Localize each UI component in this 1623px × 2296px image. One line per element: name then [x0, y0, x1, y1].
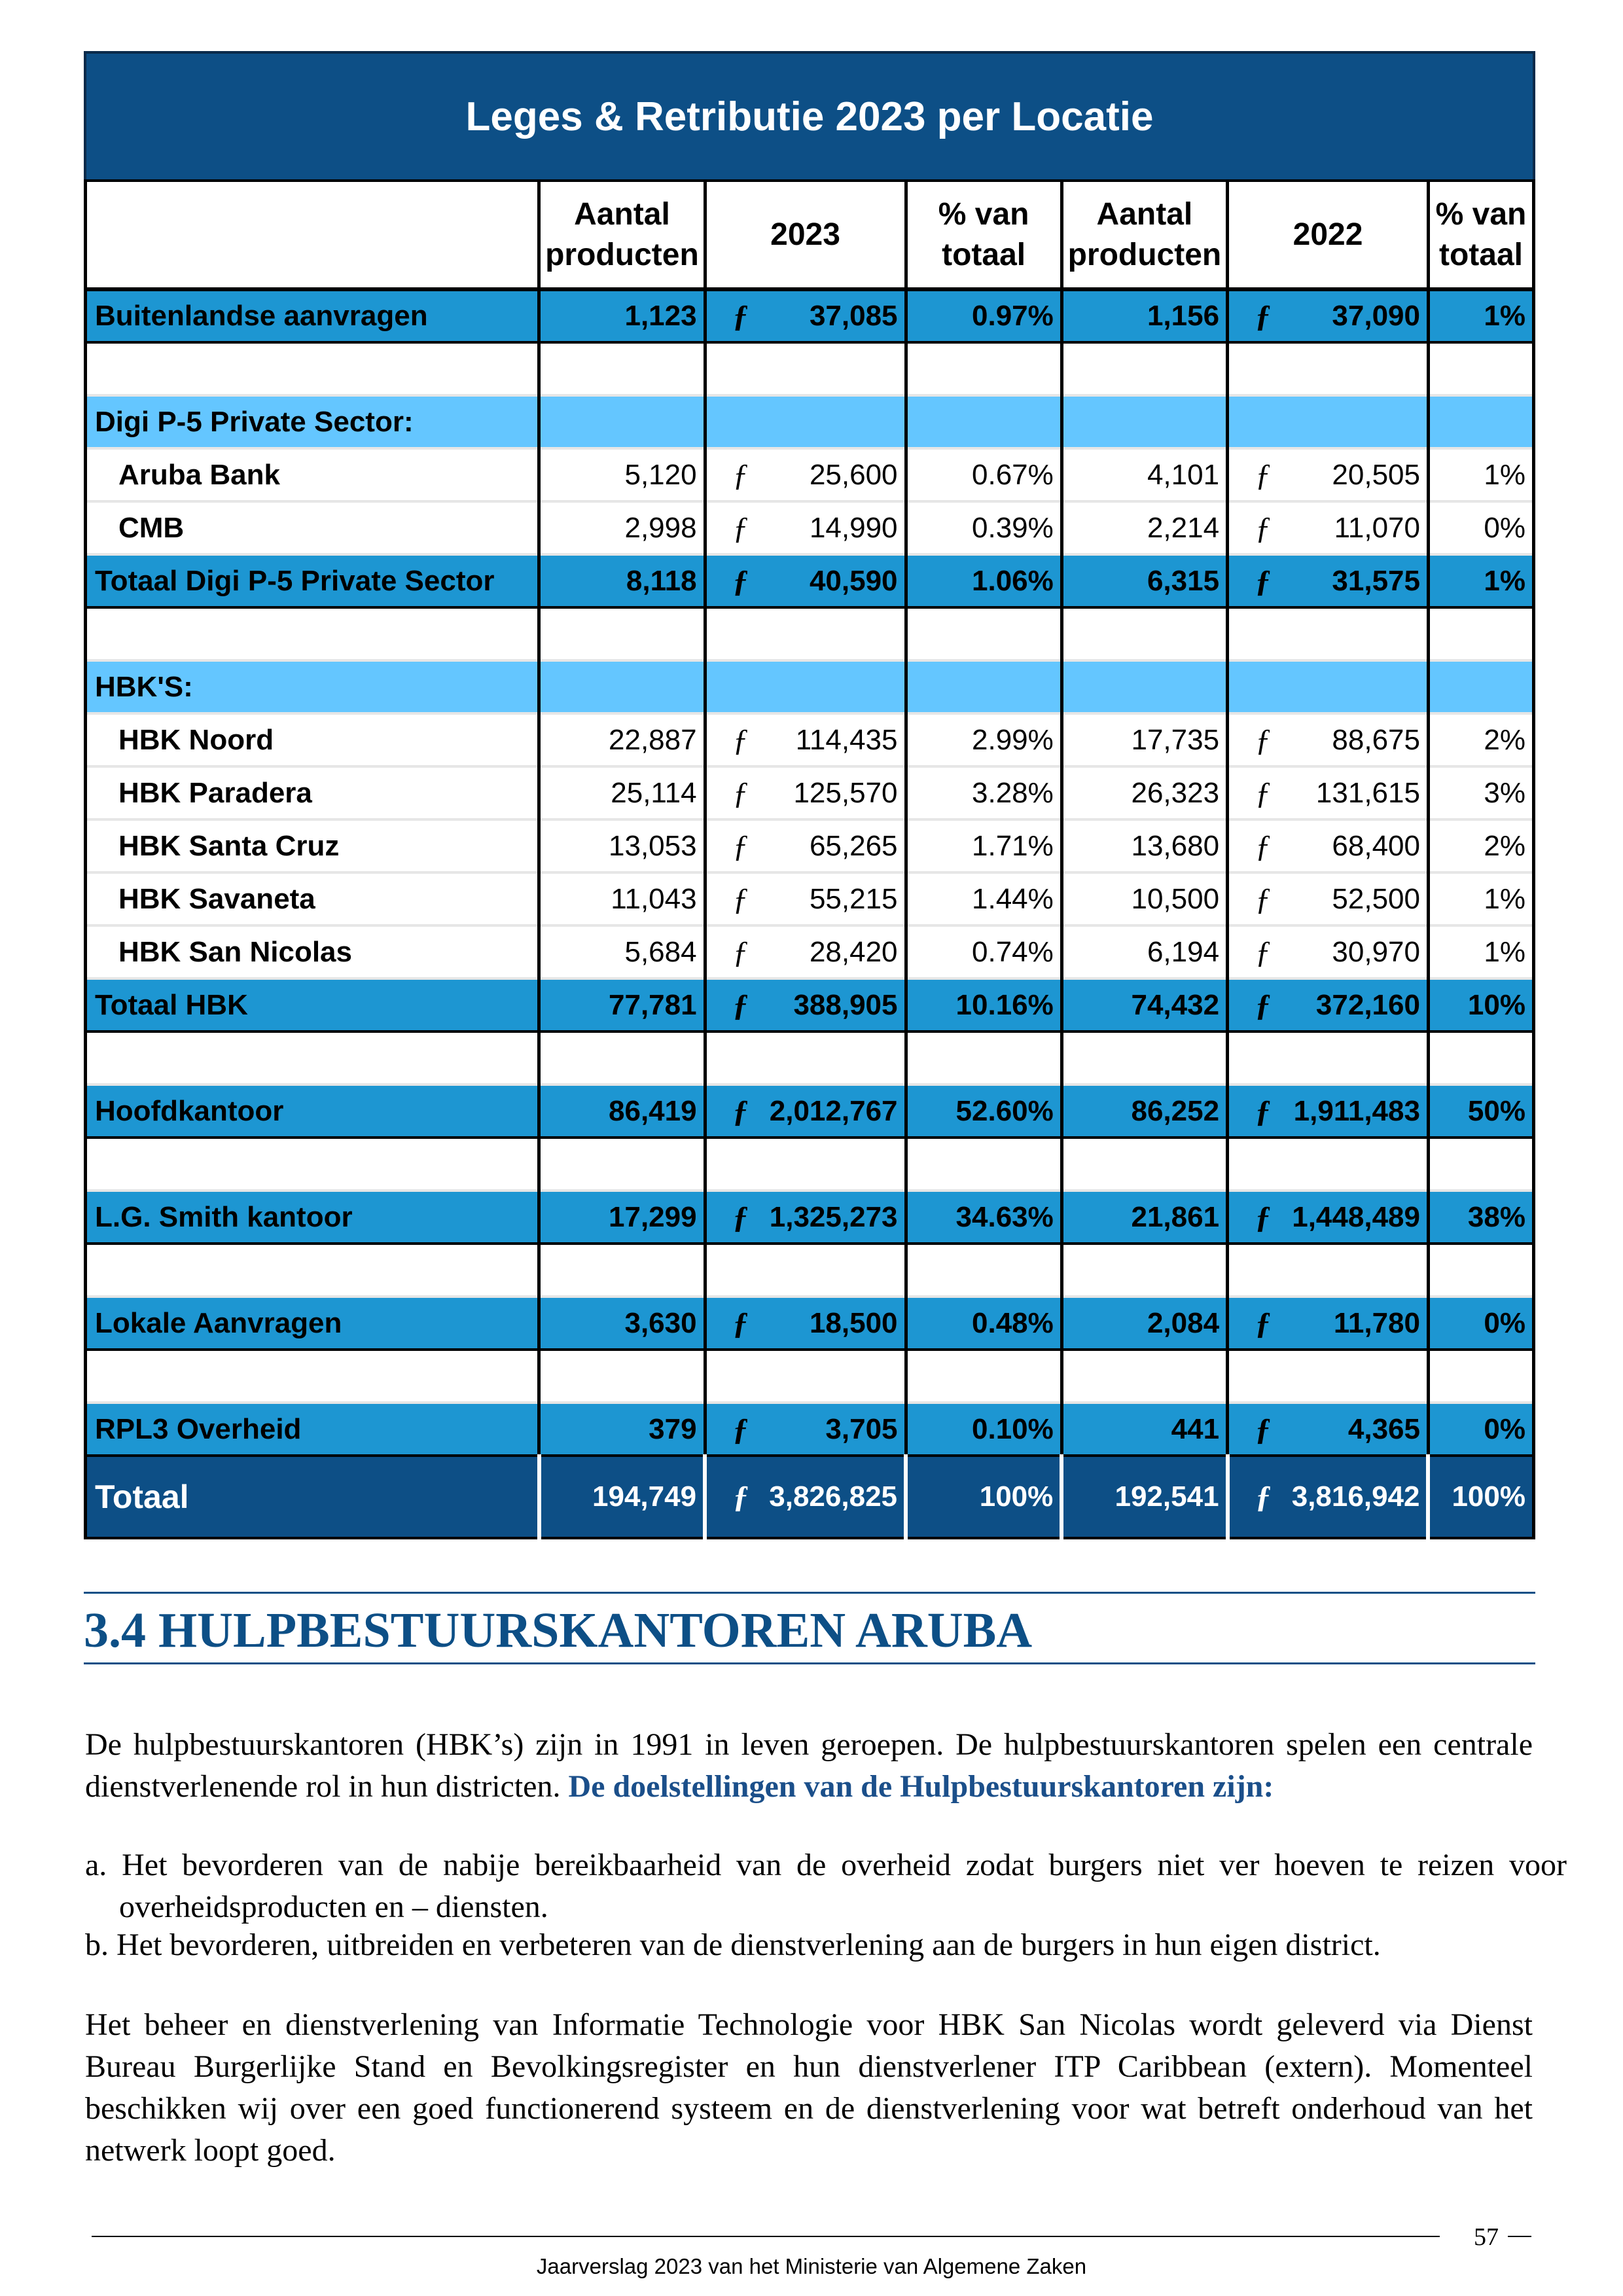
- row-pct-2022: 38%: [1428, 1191, 1533, 1244]
- row-value-2022: [1228, 978, 1429, 1031]
- row-label: Totaal Digi P-5 Private Sector: [86, 554, 539, 607]
- currency-symbol: ƒ: [733, 1479, 749, 1515]
- row-aantal-2022: [1061, 1031, 1227, 1085]
- list-marker-a: a.: [85, 1848, 107, 1882]
- row-value-2022: [1228, 289, 1429, 342]
- currency-value: 3,826,825: [769, 1480, 898, 1513]
- currency-symbol: ƒ: [1255, 511, 1272, 545]
- currency-value: 18,500: [809, 1306, 898, 1339]
- currency-value: 372,160: [1315, 988, 1420, 1021]
- currency-symbol: ƒ: [1255, 298, 1272, 334]
- header-pct-2022: % van totaal: [1428, 181, 1533, 289]
- row-value-2022: [1228, 660, 1429, 713]
- row-value-2022: [1228, 554, 1429, 607]
- currency-value: 114,435: [795, 723, 898, 756]
- row-pct-2022: 1%: [1428, 448, 1533, 501]
- row-label: [86, 342, 539, 395]
- row-aantal-2023: 8,118: [539, 554, 705, 607]
- row-aantal-2022: 192,541: [1061, 1456, 1227, 1538]
- currency-symbol: ƒ: [732, 1200, 749, 1234]
- leges-table-container: [84, 51, 1535, 1539]
- row-label: HBK'S:: [86, 660, 539, 713]
- row-label: Aruba Bank: [86, 448, 539, 501]
- row-value-2023: [705, 925, 906, 978]
- currency-symbol: ƒ: [732, 1094, 749, 1128]
- row-pct-2022: 2%: [1428, 713, 1533, 766]
- row-label: Totaal HBK: [86, 978, 539, 1031]
- row-pct-2022: [1428, 1138, 1533, 1191]
- row-pct-2023: [906, 1244, 1061, 1297]
- row-aantal-2023: [539, 1138, 705, 1191]
- row-value-2023: [705, 1403, 906, 1456]
- currency-value: 37,090: [1332, 300, 1420, 332]
- row-pct-2022: 50%: [1428, 1085, 1533, 1138]
- row-value-2023: [705, 289, 906, 342]
- row-pct-2023: [906, 1350, 1061, 1403]
- header-2023: 2023: [705, 181, 906, 289]
- row-pct-2022: [1428, 395, 1533, 448]
- table-row: [86, 766, 1534, 819]
- currency-value: 11,070: [1334, 511, 1420, 544]
- row-value-2023: [705, 872, 906, 925]
- heading-rule-bottom: [84, 1662, 1535, 1664]
- row-aantal-2023: 77,781: [539, 978, 705, 1031]
- row-aantal-2023: 11,043: [539, 872, 705, 925]
- row-aantal-2023: [539, 1031, 705, 1085]
- list-text-a: Het bevorderen van de nabije bereikbaarheid van de overheid zodat burgers niet ver hoeven te reizen voor overheidsproducten en – diensten.: [119, 1848, 1567, 1924]
- currency-symbol: ƒ: [1255, 829, 1272, 863]
- row-aantal-2022: [1061, 1138, 1227, 1191]
- row-value-2023: [705, 554, 906, 607]
- row-value-2023: [705, 819, 906, 872]
- row-label: HBK Paradera: [86, 766, 539, 819]
- row-pct-2022: 1%: [1428, 925, 1533, 978]
- row-pct-2022: 10%: [1428, 978, 1533, 1031]
- row-label: HBK Santa Cruz: [86, 819, 539, 872]
- row-value-2023: [705, 607, 906, 660]
- row-aantal-2022: 26,323: [1061, 766, 1227, 819]
- currency-symbol: ƒ: [732, 776, 749, 810]
- table-row: [86, 289, 1534, 342]
- row-value-2022: [1228, 1085, 1429, 1138]
- row-aantal-2023: 13,053: [539, 819, 705, 872]
- currency-value: 3,816,942: [1291, 1480, 1420, 1513]
- spacer-row: [86, 1138, 1534, 1191]
- currency-value: 28,420: [809, 935, 898, 968]
- row-label: [86, 1138, 539, 1191]
- footer-rule-left: [92, 2236, 1440, 2237]
- row-value-2023: [705, 713, 906, 766]
- currency-symbol: ƒ: [732, 882, 749, 916]
- currency-symbol: ƒ: [732, 988, 749, 1022]
- row-pct-2023: 3.28%: [906, 766, 1061, 819]
- row-value-2022: [1228, 395, 1429, 448]
- row-value-2022: [1228, 448, 1429, 501]
- row-pct-2022: 1%: [1428, 872, 1533, 925]
- row-aantal-2023: 5,120: [539, 448, 705, 501]
- currency-symbol: ƒ: [1255, 935, 1272, 969]
- currency-symbol: ƒ: [1255, 988, 1272, 1022]
- footer-rule-right: [1508, 2236, 1531, 2237]
- row-value-2023: [705, 1350, 906, 1403]
- table-row: [86, 448, 1534, 501]
- row-value-2022: [1228, 1403, 1429, 1456]
- row-value-2022: [1228, 713, 1429, 766]
- list-item-b: [85, 1924, 1567, 1966]
- row-label: Hoofdkantoor: [86, 1085, 539, 1138]
- row-pct-2023: 100%: [906, 1456, 1061, 1538]
- row-pct-2022: 3%: [1428, 766, 1533, 819]
- currency-value: 125,570: [793, 776, 898, 809]
- row-pct-2023: 0.39%: [906, 501, 1061, 554]
- row-aantal-2023: [539, 607, 705, 660]
- row-pct-2022: [1428, 342, 1533, 395]
- row-pct-2023: [906, 607, 1061, 660]
- row-label: [86, 1031, 539, 1085]
- row-aantal-2022: [1061, 1244, 1227, 1297]
- table-row: [86, 501, 1534, 554]
- row-value-2022: [1228, 1456, 1429, 1538]
- row-label: Lokale Aanvragen: [86, 1297, 539, 1350]
- currency-symbol: ƒ: [1255, 1200, 1272, 1234]
- currency-symbol: ƒ: [1255, 1412, 1272, 1446]
- currency-symbol: ƒ: [732, 723, 749, 757]
- row-pct-2023: 0.48%: [906, 1297, 1061, 1350]
- page-number: 57: [1474, 2223, 1499, 2251]
- currency-value: 37,085: [809, 300, 898, 332]
- row-pct-2022: [1428, 1350, 1533, 1403]
- table-row: [86, 660, 1534, 713]
- row-pct-2023: [906, 1031, 1061, 1085]
- spacer-row: [86, 1244, 1534, 1297]
- table-row: [86, 978, 1534, 1031]
- row-label: Buitenlandse aanvragen: [86, 289, 539, 342]
- row-aantal-2023: [539, 1350, 705, 1403]
- row-pct-2023: 1.06%: [906, 554, 1061, 607]
- row-value-2022: [1228, 819, 1429, 872]
- row-pct-2023: 0.74%: [906, 925, 1061, 978]
- row-pct-2022: [1428, 1031, 1533, 1085]
- row-pct-2022: [1428, 607, 1533, 660]
- row-pct-2022: 1%: [1428, 554, 1533, 607]
- currency-value: 4,365: [1347, 1412, 1420, 1445]
- row-aantal-2022: 13,680: [1061, 819, 1227, 872]
- currency-value: 11,780: [1333, 1306, 1420, 1339]
- row-value-2023: [705, 1191, 906, 1244]
- row-aantal-2023: 3,630: [539, 1297, 705, 1350]
- row-aantal-2022: 86,252: [1061, 1085, 1227, 1138]
- spacer-row: [86, 607, 1534, 660]
- currency-value: 20,505: [1332, 458, 1420, 491]
- row-pct-2022: 0%: [1428, 1297, 1533, 1350]
- currency-symbol: ƒ: [1255, 723, 1272, 757]
- currency-value: 65,265: [809, 829, 898, 862]
- row-aantal-2023: 1,123: [539, 289, 705, 342]
- row-label: [86, 1350, 539, 1403]
- row-pct-2023: 0.67%: [906, 448, 1061, 501]
- header-aantal-2023: Aantal producten: [539, 181, 705, 289]
- row-aantal-2023: 194,749: [539, 1456, 705, 1538]
- row-aantal-2022: 6,194: [1061, 925, 1227, 978]
- row-value-2023: [705, 448, 906, 501]
- row-pct-2023: [906, 660, 1061, 713]
- row-value-2023: [705, 1297, 906, 1350]
- section-heading: 3.4 HULPBESTUURSKANTOREN ARUBA: [84, 1603, 1033, 1658]
- paragraph-it: Het beheer en dienstverlening van Informatie Technologie voor HBK San Nicolas wordt geleverd via Dienst Bureau Burgerlijke Stand en Bevolkingsregister en hun dienstverlener ITP Caribbean (extern). Momenteel beschikken wij over een goed functionerend systeem en de dienstverlening voor wat betreft onderhoud van het netwerk loopt goed.: [85, 2007, 1533, 2168]
- row-value-2023: [705, 395, 906, 448]
- row-aantal-2022: 4,101: [1061, 448, 1227, 501]
- row-label: Totaal: [86, 1456, 539, 1538]
- row-value-2023: [705, 1244, 906, 1297]
- row-pct-2022: 0%: [1428, 501, 1533, 554]
- table-row: [86, 1403, 1534, 1456]
- row-pct-2022: [1428, 1244, 1533, 1297]
- currency-symbol: ƒ: [1255, 1094, 1272, 1128]
- row-aantal-2022: 2,084: [1061, 1297, 1227, 1350]
- currency-value: 55,215: [809, 882, 898, 915]
- row-aantal-2022: 2,214: [1061, 501, 1227, 554]
- currency-value: 25,600: [809, 458, 898, 491]
- row-label: HBK Noord: [86, 713, 539, 766]
- table-row: [86, 1191, 1534, 1244]
- currency-value: 3,705: [825, 1412, 898, 1445]
- row-aantal-2023: [539, 395, 705, 448]
- row-pct-2022: 2%: [1428, 819, 1533, 872]
- spacer-row: [86, 1350, 1534, 1403]
- table-row: [86, 1297, 1534, 1350]
- row-pct-2023: 1.71%: [906, 819, 1061, 872]
- currency-value: 131,615: [1315, 776, 1420, 809]
- row-aantal-2023: 17,299: [539, 1191, 705, 1244]
- table-row: [86, 925, 1534, 978]
- row-aantal-2023: 22,887: [539, 713, 705, 766]
- row-value-2023: [705, 766, 906, 819]
- row-pct-2022: 1%: [1428, 289, 1533, 342]
- row-pct-2023: 1.44%: [906, 872, 1061, 925]
- row-aantal-2022: [1061, 342, 1227, 395]
- row-label: L.G. Smith kantoor: [86, 1191, 539, 1244]
- table-row: [86, 872, 1534, 925]
- total-row: [86, 1456, 1534, 1538]
- header-aantal-2022: Aantal producten: [1061, 181, 1227, 289]
- row-value-2023: [705, 978, 906, 1031]
- row-value-2023: [705, 1456, 906, 1538]
- row-aantal-2023: 86,419: [539, 1085, 705, 1138]
- row-pct-2023: 0.97%: [906, 289, 1061, 342]
- row-value-2022: [1228, 872, 1429, 925]
- currency-symbol: ƒ: [732, 1412, 749, 1446]
- row-aantal-2023: [539, 1244, 705, 1297]
- intro-text: De hulpbestuurskantoren (HBK’s) zijn in 1991 in leven geroepen. De hulpbestuurskantoren spelen een centrale dienstverlenende rol in hun districten.: [85, 1727, 1533, 1804]
- row-pct-2023: 0.10%: [906, 1403, 1061, 1456]
- row-pct-2023: 2.99%: [906, 713, 1061, 766]
- currency-value: 388,905: [793, 988, 898, 1021]
- row-label: Digi P-5 Private Sector:: [86, 395, 539, 448]
- table-row: [86, 395, 1534, 448]
- row-value-2022: [1228, 1031, 1429, 1085]
- row-pct-2023: [906, 342, 1061, 395]
- table-body: [86, 289, 1534, 1538]
- row-aantal-2022: [1061, 1350, 1227, 1403]
- row-pct-2022: 0%: [1428, 1403, 1533, 1456]
- row-aantal-2023: 5,684: [539, 925, 705, 978]
- row-aantal-2022: [1061, 395, 1227, 448]
- row-label: [86, 1244, 539, 1297]
- row-aantal-2023: [539, 660, 705, 713]
- row-pct-2023: 52.60%: [906, 1085, 1061, 1138]
- list-item-a: [85, 1844, 1567, 1928]
- header-pct-2023: % van totaal: [906, 181, 1061, 289]
- row-value-2022: [1228, 342, 1429, 395]
- leges-table: [84, 179, 1535, 1539]
- currency-value: 52,500: [1332, 882, 1420, 915]
- list-marker-b: b.: [85, 1928, 109, 1962]
- row-pct-2022: [1428, 660, 1533, 713]
- intro-paragraph: [85, 1724, 1533, 1808]
- table-row: [86, 554, 1534, 607]
- row-label: HBK Savaneta: [86, 872, 539, 925]
- currency-symbol: ƒ: [1255, 564, 1272, 598]
- currency-symbol: ƒ: [732, 511, 749, 545]
- row-value-2023: [705, 501, 906, 554]
- row-value-2022: [1228, 925, 1429, 978]
- currency-value: 68,400: [1332, 829, 1420, 862]
- currency-value: 2,012,767: [769, 1094, 898, 1127]
- row-aantal-2023: 25,114: [539, 766, 705, 819]
- currency-value: 1,448,489: [1292, 1200, 1420, 1233]
- row-value-2022: [1228, 501, 1429, 554]
- row-aantal-2022: 10,500: [1061, 872, 1227, 925]
- currency-value: 1,911,483: [1293, 1094, 1420, 1127]
- header-label: [86, 181, 539, 289]
- row-value-2022: [1228, 766, 1429, 819]
- heading-rule-top: [84, 1592, 1535, 1594]
- currency-symbol: ƒ: [732, 1306, 749, 1340]
- row-label: RPL3 Overheid: [86, 1403, 539, 1456]
- row-label: HBK San Nicolas: [86, 925, 539, 978]
- row-aantal-2022: 1,156: [1061, 289, 1227, 342]
- spacer-row: [86, 1031, 1534, 1085]
- currency-value: 88,675: [1332, 723, 1420, 756]
- currency-symbol: ƒ: [1255, 1479, 1272, 1515]
- row-aantal-2023: 379: [539, 1403, 705, 1456]
- row-aantal-2022: 17,735: [1061, 713, 1227, 766]
- row-aantal-2022: 6,315: [1061, 554, 1227, 607]
- currency-symbol: ƒ: [1255, 882, 1272, 916]
- row-value-2023: [705, 1138, 906, 1191]
- currency-symbol: ƒ: [1255, 1306, 1272, 1340]
- table-header-row: [86, 181, 1534, 289]
- currency-symbol: ƒ: [732, 457, 749, 492]
- spacer-row: [86, 342, 1534, 395]
- currency-symbol: ƒ: [1255, 776, 1272, 810]
- row-label: [86, 607, 539, 660]
- row-value-2022: [1228, 1297, 1429, 1350]
- row-value-2022: [1228, 1244, 1429, 1297]
- currency-symbol: ƒ: [732, 298, 749, 334]
- row-aantal-2022: 441: [1061, 1403, 1227, 1456]
- row-pct-2023: 10.16%: [906, 978, 1061, 1031]
- currency-value: 14,990: [809, 511, 898, 544]
- row-value-2022: [1228, 1350, 1429, 1403]
- table-title: Leges & Retributie 2023 per Locatie: [84, 51, 1535, 179]
- row-aantal-2023: [539, 342, 705, 395]
- row-value-2022: [1228, 607, 1429, 660]
- footer-text: Jaarverslag 2023 van het Ministerie van Algemene Zaken: [536, 2254, 1087, 2278]
- currency-value: 40,590: [809, 564, 898, 597]
- row-value-2022: [1228, 1138, 1429, 1191]
- intro-highlight: De doelstellingen van de Hulpbestuurskantoren zijn:: [568, 1769, 1274, 1804]
- row-aantal-2023: 2,998: [539, 501, 705, 554]
- row-aantal-2022: 21,861: [1061, 1191, 1227, 1244]
- currency-symbol: ƒ: [732, 829, 749, 863]
- header-2022: 2022: [1228, 181, 1429, 289]
- currency-symbol: ƒ: [732, 564, 749, 598]
- row-pct-2023: [906, 1138, 1061, 1191]
- table-row: [86, 713, 1534, 766]
- table-row: [86, 819, 1534, 872]
- row-value-2023: [705, 1031, 906, 1085]
- currency-symbol: ƒ: [732, 935, 749, 969]
- currency-value: 1,325,273: [769, 1200, 898, 1233]
- list-text-b: Het bevorderen, uitbreiden en verbeteren van de dienstverlening aan de burgers in hun eigen district.: [116, 1928, 1381, 1962]
- row-aantal-2022: [1061, 660, 1227, 713]
- row-value-2022: [1228, 1191, 1429, 1244]
- row-pct-2023: 34.63%: [906, 1191, 1061, 1244]
- currency-value: 30,970: [1332, 935, 1420, 968]
- table-row: [86, 1085, 1534, 1138]
- currency-symbol: ƒ: [1255, 457, 1272, 492]
- currency-value: 31,575: [1332, 564, 1420, 597]
- row-label: CMB: [86, 501, 539, 554]
- row-value-2023: [705, 342, 906, 395]
- row-pct-2023: [906, 395, 1061, 448]
- row-pct-2022: 100%: [1428, 1456, 1533, 1538]
- row-value-2023: [705, 660, 906, 713]
- row-value-2023: [705, 1085, 906, 1138]
- row-aantal-2022: [1061, 607, 1227, 660]
- row-aantal-2022: 74,432: [1061, 978, 1227, 1031]
